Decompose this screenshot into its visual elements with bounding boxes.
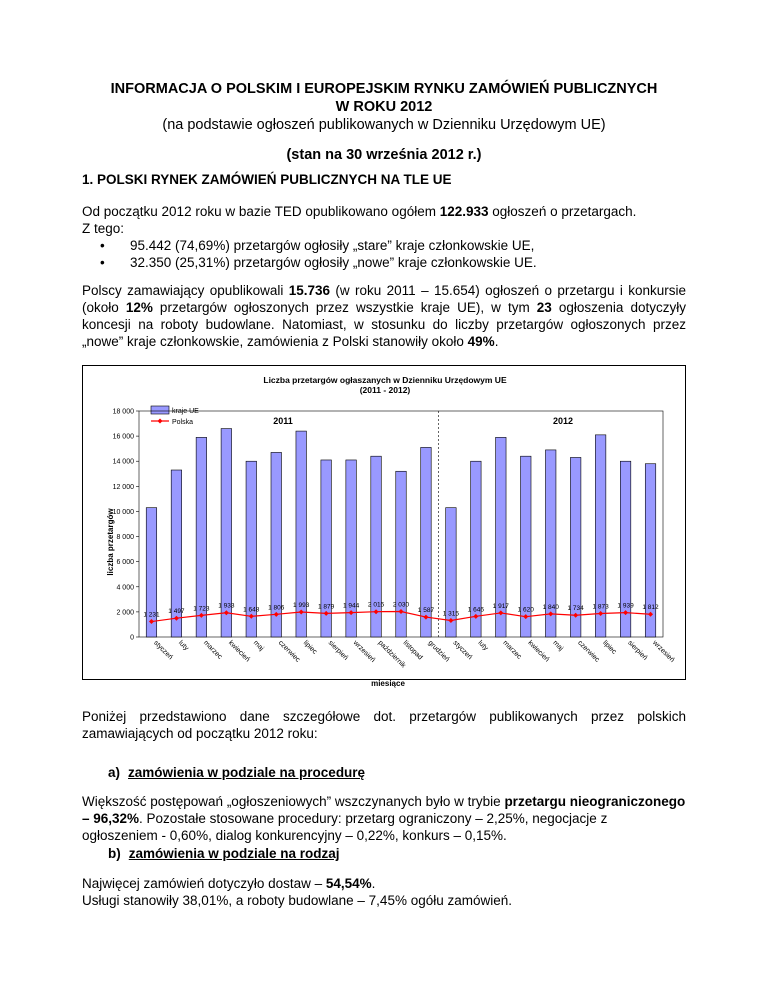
data-label: 1 812 bbox=[642, 604, 659, 612]
data-label: 1 933 bbox=[218, 602, 235, 610]
data-label: 1 993 bbox=[293, 601, 310, 609]
doc-title-line2: W ROKU 2012 bbox=[335, 99, 433, 115]
x-axis-label: miesiące bbox=[371, 679, 405, 688]
x-tick-label: maj bbox=[551, 639, 565, 653]
data-label: 1 944 bbox=[342, 602, 360, 610]
bullet-icon: • bbox=[100, 255, 105, 270]
x-tick-label: październik bbox=[376, 639, 407, 670]
x-tick-label: marzec bbox=[201, 639, 224, 661]
type-paragraph: Najwięcej zamówień dotyczyło dostaw – 54,54%. Usługi stanowiły 38,01%, a roboty budowlane – 7,45% ogółu zamówień. bbox=[82, 876, 513, 908]
poland-paragraph: Polscy zamawiający opublikowali 15.736 (w roku 2011 – 15.654) ogłoszeń o przetargu i konkursie (około 12% przetargów ogłoszonych przez wszystkie kraje UE), w tym 23 ogłoszenia dotyczyły koncesji na roboty budowlane. Natomiast, w stosunku do liczby przetargów ogłoszonych przez „nowe” kraje członkowskie, zamówienia z Polski stanowiły około 49%. bbox=[82, 283, 686, 349]
x-tick-label: czerwiec bbox=[576, 639, 601, 664]
x-tick-label: kwiecień bbox=[226, 639, 251, 664]
legend-label-eu: kraje UE bbox=[172, 408, 199, 415]
x-tick-label: luty bbox=[476, 639, 490, 653]
y-tick-label: 14 000 bbox=[112, 458, 134, 466]
procedure-paragraph: Większość postępowań „ogłoszeniowych” wszczynanych było w trybie przetargu nieograniczonego – 96,32%. Pozostałe stosowane procedury: przetarg ograniczony – 2,25%, negocjacje z ogłoszeniem - 0,60%, dialog konkurencyjny – 0,22%, konkurs – 0,15%. bbox=[82, 794, 686, 843]
y-tick-label: 12 000 bbox=[112, 483, 134, 491]
x-tick-label: sierpień bbox=[626, 639, 649, 662]
bullet-icon: • bbox=[100, 238, 105, 253]
data-label: 1 315 bbox=[442, 610, 460, 618]
subheading-procedure: a) zamówienia w podziale na procedurę bbox=[108, 765, 366, 780]
bar bbox=[321, 460, 331, 637]
list-item: • 95.442 (74,69%) przetargów ogłosiły „stare” kraje członkowskie UE, bbox=[100, 238, 535, 253]
y-axis-label: liczba przetargów bbox=[106, 508, 115, 576]
subheading-type: b) zamówienia w podziale na rodzaj bbox=[108, 846, 340, 861]
chart-legend bbox=[151, 406, 199, 426]
section-heading: 1. POLSKI RYNEK ZAMÓWIEŃ PUBLICZNYCH NA TLE UE bbox=[82, 172, 452, 187]
data-label: 1 879 bbox=[318, 603, 335, 611]
data-label: 1 620 bbox=[517, 606, 534, 614]
intro-paragraph: Od początku 2012 roku w bazie TED opublikowano ogółem 122.933 ogłoszeń o przetargach. Z tego: bbox=[82, 204, 637, 236]
x-tick-label: wrzesień bbox=[351, 639, 377, 664]
x-tick-label: lipiec bbox=[301, 639, 319, 656]
legend-label-poland: Polska bbox=[172, 419, 194, 426]
chart-svg bbox=[83, 366, 685, 688]
data-label: 1 734 bbox=[567, 605, 584, 613]
x-tick-label: czerwiec bbox=[276, 639, 302, 664]
data-label: 1 723 bbox=[193, 605, 210, 613]
x-tick-label: sierpień bbox=[326, 639, 350, 662]
legend-marker-poland bbox=[158, 419, 163, 424]
year-label-2012: 2012 bbox=[552, 416, 574, 426]
chart-title: Liczba przetargów ogłaszanych w Dzienniku Urzędowym UE bbox=[263, 375, 507, 385]
data-label: 1 646 bbox=[467, 606, 484, 614]
y-tick-label: 6 000 bbox=[116, 559, 134, 567]
details-intro: Poniżej przedstawiono dane szczegółowe dot. przetargów publikowanych przez polskich zamawiających od początku 2012 roku: bbox=[82, 709, 686, 741]
x-tick-label: grudzień bbox=[426, 639, 451, 664]
data-label: 1 587 bbox=[417, 607, 435, 615]
y-tick-label: 0 bbox=[130, 634, 134, 642]
doc-title-line1: INFORMACJA O POLSKIM I EUROPEJSKIM RYNKU ZAMÓWIEŃ PUBLICZNYCH W ROKU 2012 bbox=[110, 81, 658, 115]
data-label: 1 648 bbox=[243, 606, 260, 614]
data-label: 1 806 bbox=[268, 604, 285, 612]
bullet-list bbox=[100, 237, 537, 271]
data-label: 2 016 bbox=[367, 601, 385, 609]
data-label: 1 917 bbox=[492, 602, 509, 610]
tender-chart bbox=[82, 365, 686, 688]
x-tick-label: marzec bbox=[501, 639, 523, 661]
bar bbox=[446, 508, 456, 637]
data-label: 1 873 bbox=[592, 603, 609, 611]
data-label: 1 939 bbox=[617, 602, 634, 610]
chart-subtitle: (2011 - 2012) bbox=[359, 385, 411, 395]
y-tick-label: 10 000 bbox=[112, 508, 134, 516]
x-tick-label: maj bbox=[251, 639, 265, 653]
x-tick-label: listopad bbox=[401, 639, 424, 662]
list-item: • 32.350 (25,31%) przetargów ogłosiły „nowe” kraje członkowskie UE. bbox=[100, 255, 537, 270]
x-tick-label: lipiec bbox=[601, 639, 618, 656]
y-tick-label: 16 000 bbox=[112, 433, 134, 441]
y-tick-label: 4 000 bbox=[116, 584, 134, 592]
x-tick-label: styczeń bbox=[451, 639, 474, 662]
x-tick-label: styczeń bbox=[152, 639, 174, 662]
data-label: 1 840 bbox=[542, 603, 559, 611]
data-label: 1 497 bbox=[168, 608, 185, 616]
y-tick-label: 2 000 bbox=[116, 609, 134, 617]
y-tick-label: 8 000 bbox=[116, 534, 134, 542]
year-label-2011: 2011 bbox=[273, 416, 293, 426]
y-tick-label: 18 000 bbox=[112, 408, 134, 416]
x-tick-label: luty bbox=[177, 639, 190, 653]
data-label: 1 231 bbox=[143, 611, 160, 619]
x-tick-label: kwiecień bbox=[526, 639, 551, 664]
x-tick-label: wrzesień bbox=[651, 639, 676, 664]
data-label: 2 030 bbox=[392, 601, 410, 609]
doc-subtitle: (na podstawie ogłoszeń publikowanych w Dzienniku Urzędowym UE) bbox=[162, 117, 606, 133]
legend-swatch-eu bbox=[151, 406, 169, 414]
doc-status-date: (stan na 30 września 2012 r.) bbox=[286, 147, 482, 163]
